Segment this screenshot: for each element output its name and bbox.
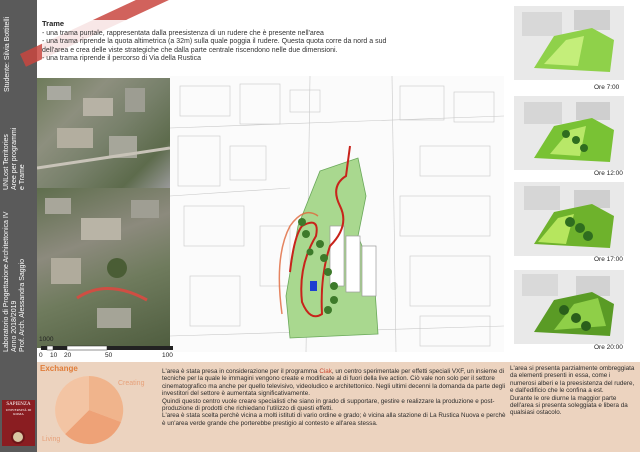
scale-tick: 20 <box>64 352 72 359</box>
pie-label-creating: Creating <box>118 380 145 387</box>
shading-paragraph: L'area si presenta parzialmente ombreggiata da elementi presenti in essa, come i numerosi alberi e la preesistenza del rudere, e dall'edificio che le confina a est. <box>510 365 635 395</box>
project-title-1: UNLost Territories <box>3 134 10 190</box>
project-title-3: e Trame <box>19 164 26 190</box>
university-logo <box>2 400 35 446</box>
side-band <box>0 0 37 452</box>
shadow-render-1200 <box>514 96 624 170</box>
student-name: Studente: Silvia Bottitelli <box>4 16 11 92</box>
pie-title: Exchange <box>40 364 78 373</box>
render-caption: Ore 12:00 <box>594 170 623 177</box>
scale-tick: 0 <box>39 352 43 359</box>
program-description <box>162 368 506 427</box>
scale-bar <box>37 336 177 362</box>
render-caption: Ore 17:00 <box>594 256 623 263</box>
program-text: , un centro sperimentale per effetti speciali VXF, un insieme di tecniche per la quale le immagini vengono create e modificate al di fuori della live action. Ciò vale non solo per il settore cinematografico ma anche per quello televisivo, videoludico e architettonico. Negli ultimi decenni la domanda da parte degli investitori del settore è aumentata significativamente. <box>162 368 506 398</box>
site-plan-drawing <box>170 76 504 352</box>
trame-item: - una trama puntale, rappresentata dalla preesistenza di un rudere che è presente nell'area <box>42 29 324 37</box>
ruin-marker <box>310 281 317 291</box>
aerial-photo-top <box>37 78 170 188</box>
logo-sub: UNIVERSITÀ DI ROMA <box>5 408 32 416</box>
program-name: Ciak <box>319 368 332 375</box>
trame-item: - una trama riprende la quota altimetrica (a 32m) sulla quale poggia il rudere. Questa quota corre da nord a sud <box>42 38 387 45</box>
shading-paragraph: Durante le ore diurne la maggior parte dell'area si presenta soleggiata e libera da qualsiasi ostacolo. <box>510 394 628 417</box>
program-paragraph: Quindi questo centro vuole creare specialisti che siano in grado di supportare, gestire e realizzare la produzione e post-produzione di prodotti che richiedano l'utilizzo di questi effetti. <box>162 397 495 413</box>
trame-title: Trame <box>42 19 65 28</box>
scale-top-value: 1000 <box>39 336 54 343</box>
course-professor: Prof. Arch. Alessandra Saggio <box>19 259 26 352</box>
shadow-render-1700 <box>514 182 624 256</box>
program-paragraph: L'area è stata scelta perchè vicina a molti istituti di vario ordine e grado; è vicina alla stazione di La Rustica Nuova e perchè è un'area verde grande che porterebbe prestigio al contesto e all'area stessa. <box>162 412 506 427</box>
pie-label-living: Living <box>42 436 61 443</box>
shadow-render-2000 <box>514 270 624 344</box>
scale-tick: 100 <box>162 352 173 359</box>
render-caption: Ore 7:00 <box>594 84 620 91</box>
logo-name: SAPIENZA <box>6 402 31 407</box>
trame-description <box>42 20 422 64</box>
shadow-render-0700 <box>514 6 624 80</box>
trame-item: dell'area e crea delle viste strategiche che dalla parte centrale riscendono nelle due dimensioni. <box>42 46 338 54</box>
shading-description <box>510 365 636 417</box>
program-text: L'area è stata presa in considerazione per il programma <box>162 368 320 375</box>
render-caption: Ore 20:00 <box>594 344 623 351</box>
scale-tick: 50 <box>105 352 113 359</box>
project-title-2: Aree per programmi <box>11 127 18 190</box>
scale-tick: 10 <box>50 352 58 359</box>
course-year: Anno 2018/2019 <box>11 300 18 352</box>
trame-item: - una trama riprende il percorso di Via della Rustica <box>42 55 202 62</box>
course-title: Laboratorio di Progettazione Architettonica IV <box>3 211 10 352</box>
aerial-photo-bottom <box>37 188 170 348</box>
seal-icon <box>11 430 25 444</box>
site-plan-map <box>170 76 504 352</box>
